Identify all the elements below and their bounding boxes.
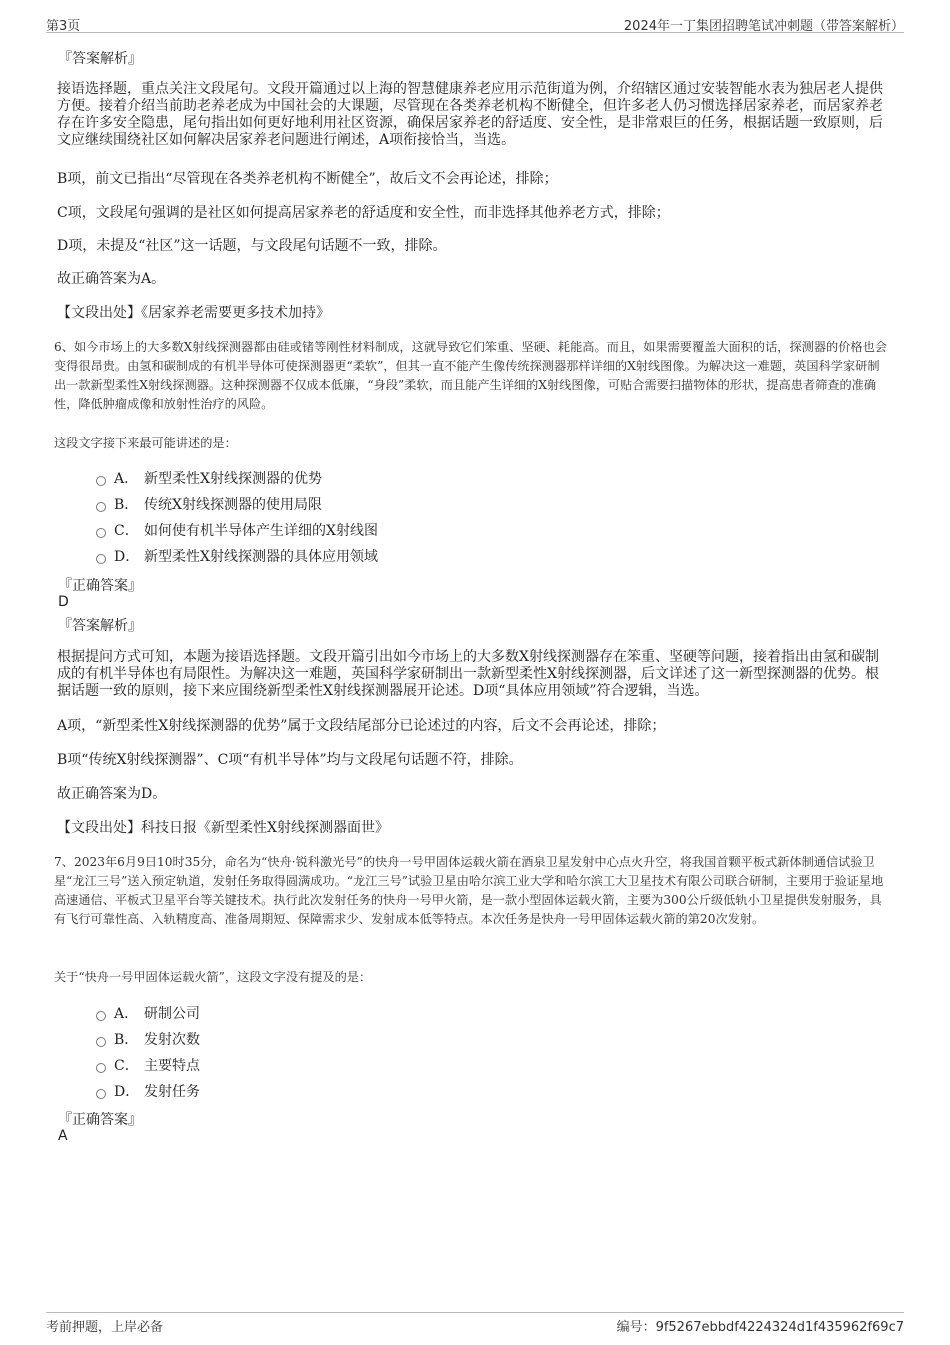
q5-analysis-p2: B项，前文已指出“尽管现在各类养老机构不断健全”，故后文不会再论述，排除； xyxy=(57,171,558,187)
footer-slogan: 考前押题，上岸必备 xyxy=(46,1320,164,1335)
q5-analysis-p4: D项，未提及“社区”这一话题，与文段尾句话题不一致，排除。 xyxy=(57,238,447,254)
q5-analysis-tag: 『答案解析』 xyxy=(58,51,142,67)
document-title: 2024年一丁集团招聘笔试冲刺题（带答案解析） xyxy=(623,19,904,34)
q5-analysis-p5: 故正确答案为A。 xyxy=(57,271,166,287)
q5-source: 【文段出处】《居家养老需要更多技术加持》 xyxy=(57,305,330,321)
q6-analysis-p1: 根据提问方式可知，本题为接语选择题。文段开篇引出如今市场上的大多数X射线探测器存在笨重、坚硬等问题，接着指出由氢和碳制成的有机半导体也有局限性。为解决这一难题，英国科学家研制出一款新型柔性X射线探测器，后文详述了这一新型探测器的优势。根据话题一致的原则，接下来应围绕新型柔性X射线探测器展开论述。D项“具体应用领域”符合逻辑，当选。 xyxy=(57,649,879,699)
option-letter: C． xyxy=(114,1058,139,1074)
q6-analysis-p3: B项“传统X射线探测器”、C项“有机半导体”均与文段尾句话题不符，排除。 xyxy=(57,752,523,768)
option-letter: B． xyxy=(114,497,139,513)
q6-option-c[interactable] xyxy=(96,520,378,540)
radio-icon[interactable] xyxy=(96,1089,106,1099)
q6-source: 【文段出处】科技日报《新型柔性X射线探测器面世》 xyxy=(57,820,389,836)
q6-analysis-p2: A项，“新型柔性X射线探测器的优势”属于文段结尾部分已论述过的内容，后文不会再论述，排除； xyxy=(57,718,666,734)
q5-analysis-p3: C项，文段尾句强调的是社区如何提高居家养老的舒适度和安全性，而非选择其他养老方式，排除； xyxy=(57,205,670,221)
page-header xyxy=(46,12,904,33)
q6-option-a[interactable] xyxy=(96,468,322,488)
option-letter: C． xyxy=(114,523,139,539)
page-number: 第3页 xyxy=(46,19,81,34)
q7-option-a[interactable] xyxy=(96,1003,200,1023)
q7-answer-tag: 『正确答案』 xyxy=(58,1112,142,1128)
option-letter: D． xyxy=(114,549,140,565)
q6-analysis-p4: 故正确答案为D。 xyxy=(57,786,167,802)
q7-option-d[interactable] xyxy=(96,1081,200,1101)
q7-prompt: 关于“快舟一号甲固体运载火箭”，这段文字没有提及的是： xyxy=(54,970,372,984)
radio-icon[interactable] xyxy=(96,476,106,486)
option-text: 研制公司 xyxy=(144,1006,200,1022)
radio-icon[interactable] xyxy=(96,1011,106,1021)
option-text: 新型柔性X射线探测器的优势 xyxy=(144,471,322,487)
radio-icon[interactable] xyxy=(96,528,106,538)
option-text: 新型柔性X射线探测器的具体应用领域 xyxy=(144,549,378,565)
q7-option-c[interactable] xyxy=(96,1055,200,1075)
q6-stem: 6、如今市场上的大多数X射线探测器都由硅或锗等刚性材料制成，这就导致它们笨重、坚硬、耗能高。而且，如果需要覆盖大面积的话，探测器的价格也会变得很昂贵。由氢和碳制成的有机半导体可使探测器更“柔软”，但其一直不能产生像传统探测器那样详细的X射线图像。为解决这一难题，英国科学家研制出一款新型柔性X射线探测器。这种探测器不仅成本低廉，“身段”柔软，而且能产生详细的X射线图像，可贴合需要扫描物体的形状，提高患者筛查的准确性，降低肿瘤成像和放射性治疗的风险。 xyxy=(54,340,887,411)
radio-icon[interactable] xyxy=(96,554,106,564)
page-footer xyxy=(46,1312,904,1333)
q6-option-d[interactable] xyxy=(96,546,378,566)
option-letter: D． xyxy=(114,1084,140,1100)
option-letter: A． xyxy=(114,471,139,487)
q7-stem: 7、2023年6月9日10时35分，命名为“快舟·锐科激光号”的快舟一号甲固体运载火箭在酒泉卫星发射中心点火升空，将我国首颗平板式新体制通信试验卫星“龙江三号”送入预定轨道，发射任务取得圆满成功。“龙江三号”试验卫星由哈尔滨工业大学和哈尔滨工大卫星技术有限公司联合研制，主要用于验证星地高速通信、平板式卫星平台等关键技术。执行此次发射任务的快舟一号甲火箭，是一款小型固体运载火箭，主要为300公斤级低轨小卫星提供发射服务，具有飞行可靠性高、入轨精度高、准备周期短、保障需求少、发射成本低等特点。本次任务是快舟一号甲固体运载火箭的第20次发射。 xyxy=(54,855,884,926)
radio-icon[interactable] xyxy=(96,1063,106,1073)
q6-option-b[interactable] xyxy=(96,494,322,514)
option-letter: B． xyxy=(114,1032,139,1048)
option-letter: A． xyxy=(114,1006,139,1022)
option-text: 传统X射线探测器的使用局限 xyxy=(144,497,322,513)
q7-answer: A xyxy=(58,1128,68,1144)
q7-option-b[interactable] xyxy=(96,1029,200,1049)
q6-answer-tag: 『正确答案』 xyxy=(58,578,142,594)
radio-icon[interactable] xyxy=(96,1037,106,1047)
option-text: 发射任务 xyxy=(144,1084,200,1100)
option-text: 主要特点 xyxy=(144,1058,200,1074)
q6-answer: D xyxy=(58,594,69,610)
radio-icon[interactable] xyxy=(96,502,106,512)
option-text: 如何使有机半导体产生详细的X射线图 xyxy=(144,523,378,539)
option-text: 发射次数 xyxy=(144,1032,200,1048)
q6-analysis-tag: 『答案解析』 xyxy=(58,618,142,634)
document-code: 编号：9f5267ebbdf4224324d1f435962f69c7 xyxy=(616,1320,904,1335)
q5-analysis-p1: 接语选择题，重点关注文段尾句。文段开篇通过以上海的智慧健康养老应用示范街道为例，介绍辖区通过安装智能水表为独居老人提供方便。接着介绍当前助老养老成为中国社会的大课题，尽管现在各类养老机构不断健全，但许多老人仍习惯选择居家养老，而居家养老存在许多安全隐患，尾句指出如何更好地利用社区资源，确保居家养老的舒适度、安全性，是非常艰巨的任务，根据话题一致原则，后文应继续围绕社区如何解决居家养老问题进行阐述，A项衔接恰当，当选。 xyxy=(57,81,883,148)
q6-prompt: 这段文字接下来最可能讲述的是： xyxy=(54,436,237,450)
